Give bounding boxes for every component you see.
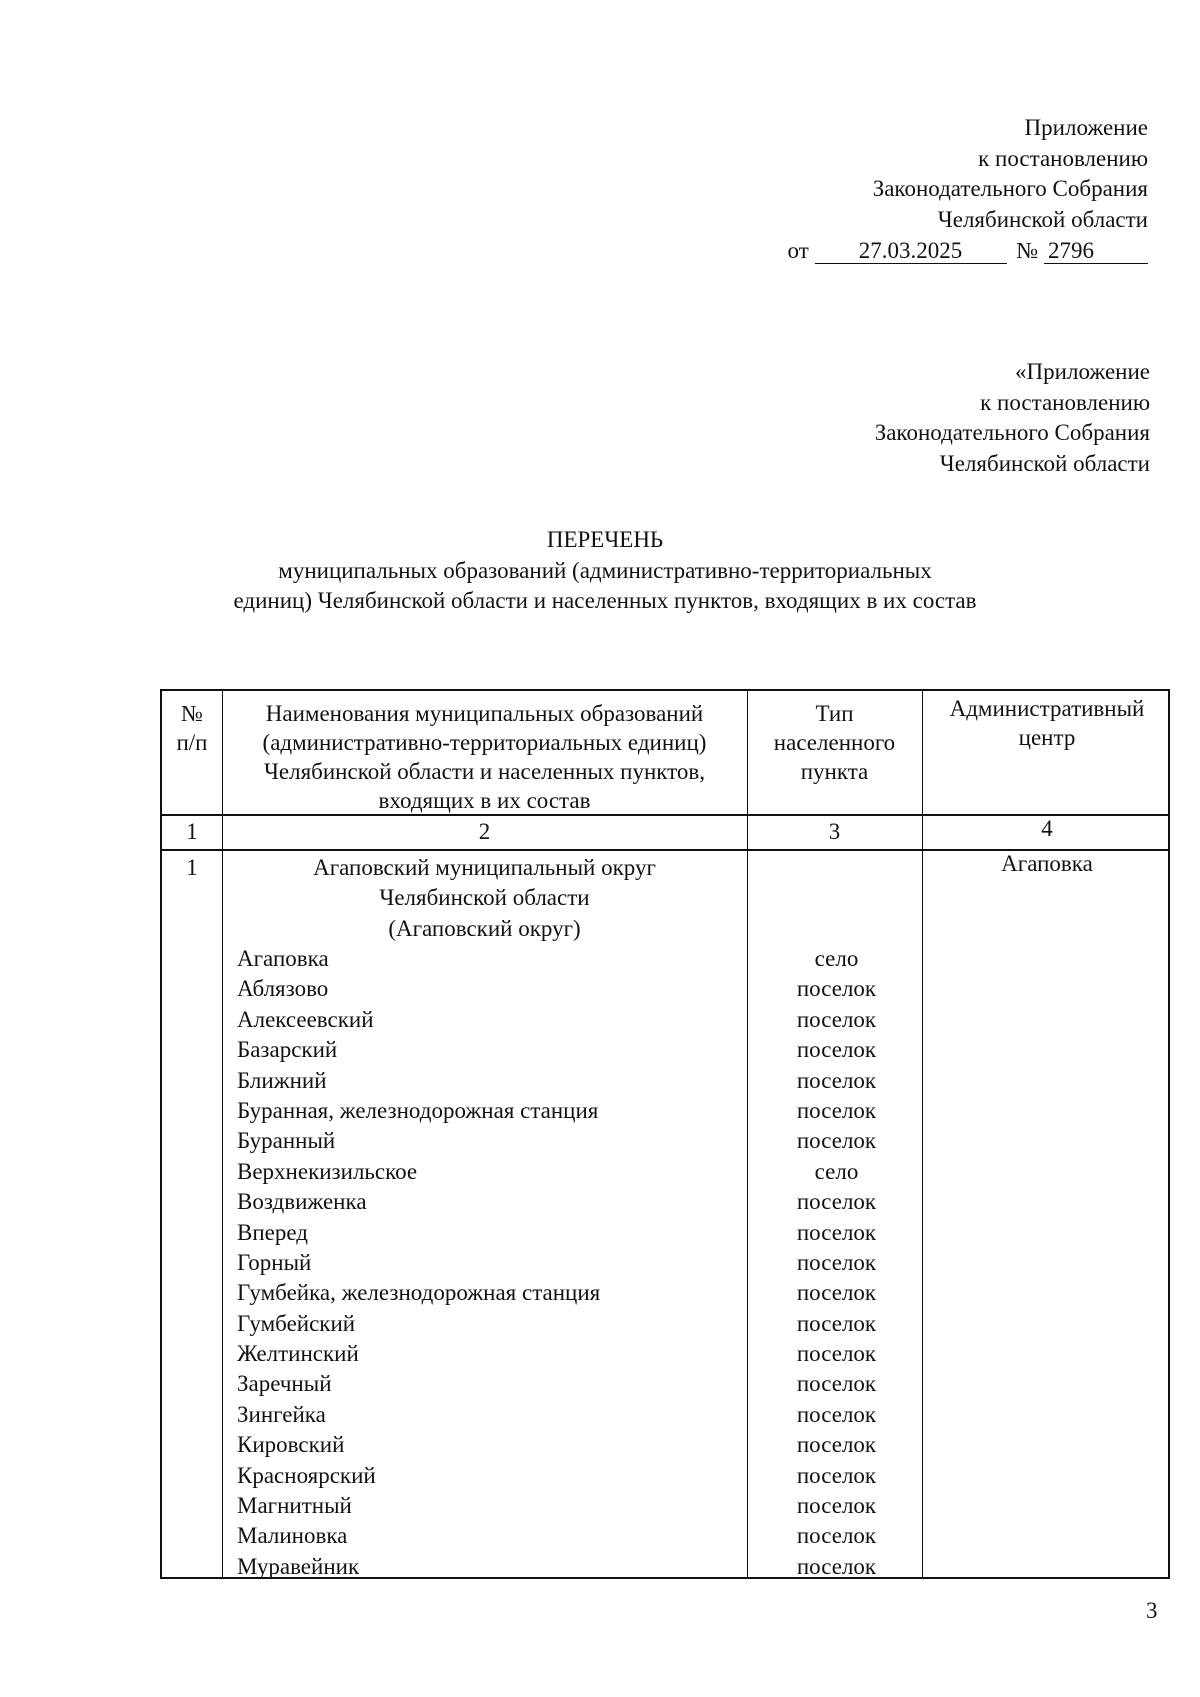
settlement-row [162,1369,1168,1399]
settlement-name: Малиновка [237,1523,348,1549]
settlement-name: Заречный [237,1371,332,1397]
appendix-line: к постановлению [978,145,1148,171]
district-number: 1 [186,855,198,880]
settlement-list [162,944,1168,1582]
settlement-type: поселок [796,976,877,1002]
settlement-type: поселок [796,1037,877,1063]
number-prefix: № [1016,238,1039,263]
document-title [5,525,1200,617]
settlement-name: Красноярский [237,1462,376,1488]
header-text: Административный [949,696,1145,721]
date-number-line [788,236,1148,267]
quoted-appendix-header [875,357,1150,479]
settlement-type: село [814,1158,859,1184]
settlement-row [162,1035,1168,1065]
settlement-name: Вперед [237,1219,308,1245]
column-number-4: 4 [1041,816,1053,841]
settlement-name: Базарский [237,1037,338,1063]
settlement-name: Ближний [237,1067,327,1093]
settlement-type: поселок [796,1128,877,1154]
header-text: пункта [800,759,869,784]
header-text: Тип [815,701,854,726]
settlement-row [162,1339,1168,1369]
title-line: муниципальных образований (административно-территориальных [278,557,932,583]
settlement-name: Верхнекизильское [237,1158,418,1184]
settlement-type: поселок [796,1553,877,1579]
header-text: населенного [773,730,896,755]
title-line: единиц) Челябинской области и населенных пунктов, входящих в их состав [233,588,977,613]
header-text: № [181,701,203,726]
settlement-type: село [814,946,859,971]
settlement-type: поселок [796,1006,877,1032]
settlement-row [162,1400,1168,1430]
quoted-line: «Приложение [1015,359,1150,384]
title-heading: ПЕРЕЧЕНЬ [546,527,664,552]
column-number-3: 3 [828,819,841,844]
quoted-line: Челябинской области [939,450,1150,476]
settlement-row [162,1005,1168,1035]
appendix-line: Законодательного Собрания [872,176,1148,201]
settlement-row [162,1126,1168,1156]
district-admin-center: Агаповка [1001,851,1093,876]
settlement-row [162,1430,1168,1460]
settlement-name: Желтинский [237,1341,359,1367]
header-text: (административно-территориальных единиц) [262,730,707,755]
settlement-row [162,1491,1168,1521]
date-value: 27.03.2025 [858,238,963,263]
settlement-type: поселок [796,1097,877,1123]
settlement-row [162,1218,1168,1248]
column-number-1: 1 [186,819,198,844]
settlement-type: поселок [796,1189,877,1215]
settlement-type: поселок [796,1523,877,1549]
settlement-name: Гумбейка, железнодорожная станция [237,1280,601,1306]
settlement-type: поселок [796,1432,877,1458]
settlement-row [162,1066,1168,1096]
appendix-header [788,113,1148,267]
date-field [815,239,1007,264]
header-col-number [162,699,222,757]
settlement-type: поселок [796,1401,877,1427]
settlement-row [162,1309,1168,1339]
header-text: Челябинской области и населенных пунктов, [263,759,706,784]
number-field [1044,239,1148,264]
settlement-type: поселок [796,1249,877,1275]
settlements-table [160,689,1170,1579]
settlement-name: Аблязово [237,976,329,1002]
column-number-2: 2 [478,819,491,844]
header-text: входящих в их состав [378,788,591,813]
district-name-line: Агаповский муниципальный округ [313,855,656,880]
settlement-name: Гумбейский [237,1310,356,1336]
settlement-name: Алексеевский [237,1006,374,1032]
settlement-type: поселок [796,1310,877,1336]
header-col-name [222,699,747,815]
settlement-type: поселок [796,1462,877,1488]
settlement-row [162,1187,1168,1217]
settlement-type: поселок [796,1371,877,1397]
settlement-name: Буранная, железнодорожная станция [237,1097,599,1123]
district-name-line: (Агаповский округ) [388,915,581,941]
settlement-row [162,1521,1168,1551]
header-col-center [922,694,1172,752]
settlement-type: поселок [796,1280,877,1306]
header-text: п/п [176,730,208,755]
page-number: 3 [1146,1598,1158,1623]
settlement-row [162,1278,1168,1308]
settlement-name: Кировский [237,1432,345,1458]
settlement-row [162,1552,1168,1582]
quoted-line: Законодательного Собрания [874,420,1150,445]
settlement-row [162,974,1168,1004]
appendix-line: Челябинской области [937,206,1148,232]
date-prefix: от [787,238,809,263]
number-value: 2796 [1048,238,1094,263]
settlement-name: Буранный [237,1128,336,1154]
settlement-row [162,1096,1168,1126]
settlement-name: Магнитный [237,1493,352,1519]
header-text: центр [1018,725,1076,750]
settlement-row [162,1157,1168,1187]
header-col-type [747,699,922,786]
settlement-name: Зингейка [237,1401,326,1427]
header-text: Наименования муниципальных образований [265,701,704,726]
appendix-line: Приложение [1024,115,1148,140]
settlement-row [162,1461,1168,1491]
settlement-name: Муравейник [237,1553,360,1579]
settlement-name: Горный [237,1249,312,1275]
settlement-type: поселок [796,1493,877,1519]
settlement-row [162,1248,1168,1278]
settlement-type: поселок [796,1341,877,1367]
settlement-row [162,944,1168,974]
settlement-type: поселок [796,1067,877,1093]
settlement-type: поселок [796,1219,877,1245]
settlement-name: Воздвиженка [237,1189,367,1215]
district-name-line: Челябинской области [379,885,590,911]
district-name [222,853,747,944]
quoted-line: к постановлению [980,389,1150,415]
settlement-name: Агаповка [237,946,329,971]
